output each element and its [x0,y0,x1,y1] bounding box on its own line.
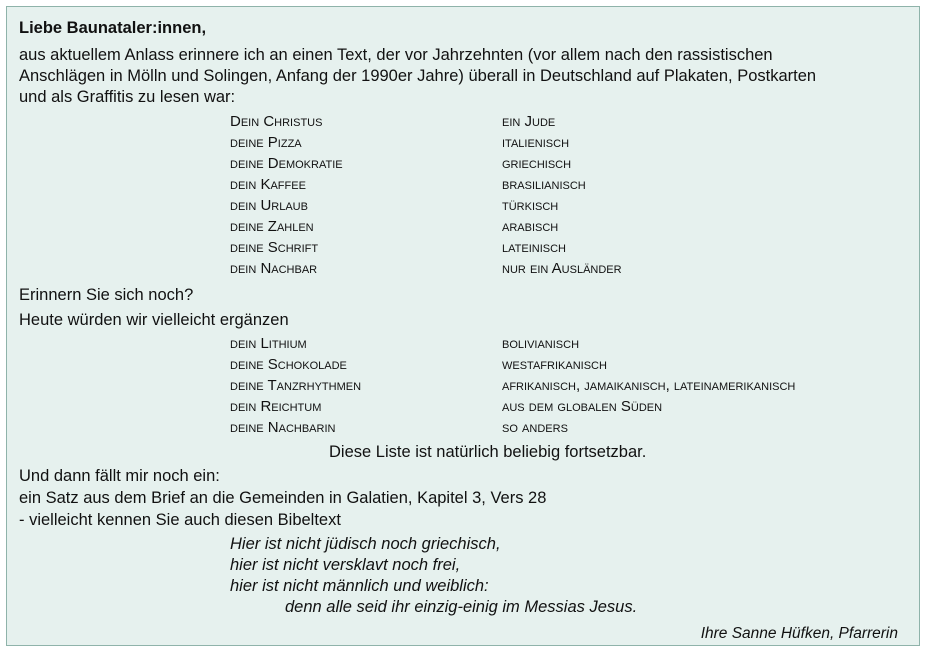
greeting: Liebe Baunataler:innen, [19,19,207,37]
list1-right: brasilianisch [502,176,586,193]
list1-right: ein Jude [502,113,556,130]
list1-right: italienisch [502,134,570,151]
today-line: Heute würden wir vielleicht ergänzen [19,311,289,329]
list1-right: nur ein Ausländer [502,260,622,277]
list1-left: Dein Christus [230,113,323,130]
list2-right: bolivianisch [502,335,580,352]
list-note: Diese Liste ist natürlich beliebig fortsetzbar. [329,443,647,461]
verse-line-2: hier ist nicht versklavt noch frei, [230,556,461,574]
intro-line-3: und als Graffitis zu lesen war: [19,88,236,106]
list2-left: deine Nachbarin [230,419,336,436]
list2-right: afrikanisch, jamaikanisch, lateinamerikanisch [502,377,796,394]
signature: Ihre Sanne Hüfken, Pfarrerin [700,625,898,642]
list1-right: arabisch [502,218,559,235]
intro-line-2: Anschlägen in Mölln und Solingen, Anfang der 1990er Jahre) überall in Deutschland auf Plakaten, Postkarten [19,67,817,85]
list1-right: griechisch [502,155,572,172]
list2-left: dein Reichtum [230,398,322,415]
list1-left: dein Nachbar [230,260,318,277]
list2-left: dein Lithium [230,335,307,352]
list1-left: dein Urlaub [230,197,308,214]
verse-line-3: hier ist nicht männlich und weiblich: [230,577,489,595]
list1-left: deine Zahlen [230,218,314,235]
intro-line-1: aus aktuellem Anlass erinnere ich an einen Text, der vor Jahrzehnten (vor allem nach den rassistischen [19,46,773,64]
list1-right: türkisch [502,197,559,214]
list1-left: deine Schrift [230,239,319,256]
list2-left: deine Tanzrhythmen [230,377,362,394]
then-line-3: - vielleicht kennen Sie auch diesen Bibeltext [19,511,341,529]
verse-line-4: denn alle seid ihr einzig-einig im Messias Jesus. [285,598,638,616]
list2-right: so anders [502,419,568,436]
remember-line: Erinnern Sie sich noch? [19,286,194,304]
list2-right: aus dem globalen Süden [502,398,663,415]
then-line-1: Und dann fällt mir noch ein: [19,467,220,485]
list1-left: dein Kaffee [230,176,306,193]
verse-line-1: Hier ist nicht jüdisch noch griechisch, [230,535,501,553]
list1-left: deine Pizza [230,134,302,151]
then-line-2: ein Satz aus dem Brief an die Gemeinden in Galatien, Kapitel 3, Vers 28 [19,489,547,507]
list1-left: deine Demokratie [230,155,343,172]
list2-left: deine Schokolade [230,356,347,373]
list1-right: lateinisch [502,239,566,256]
list2-right: westafrikanisch [502,356,607,373]
